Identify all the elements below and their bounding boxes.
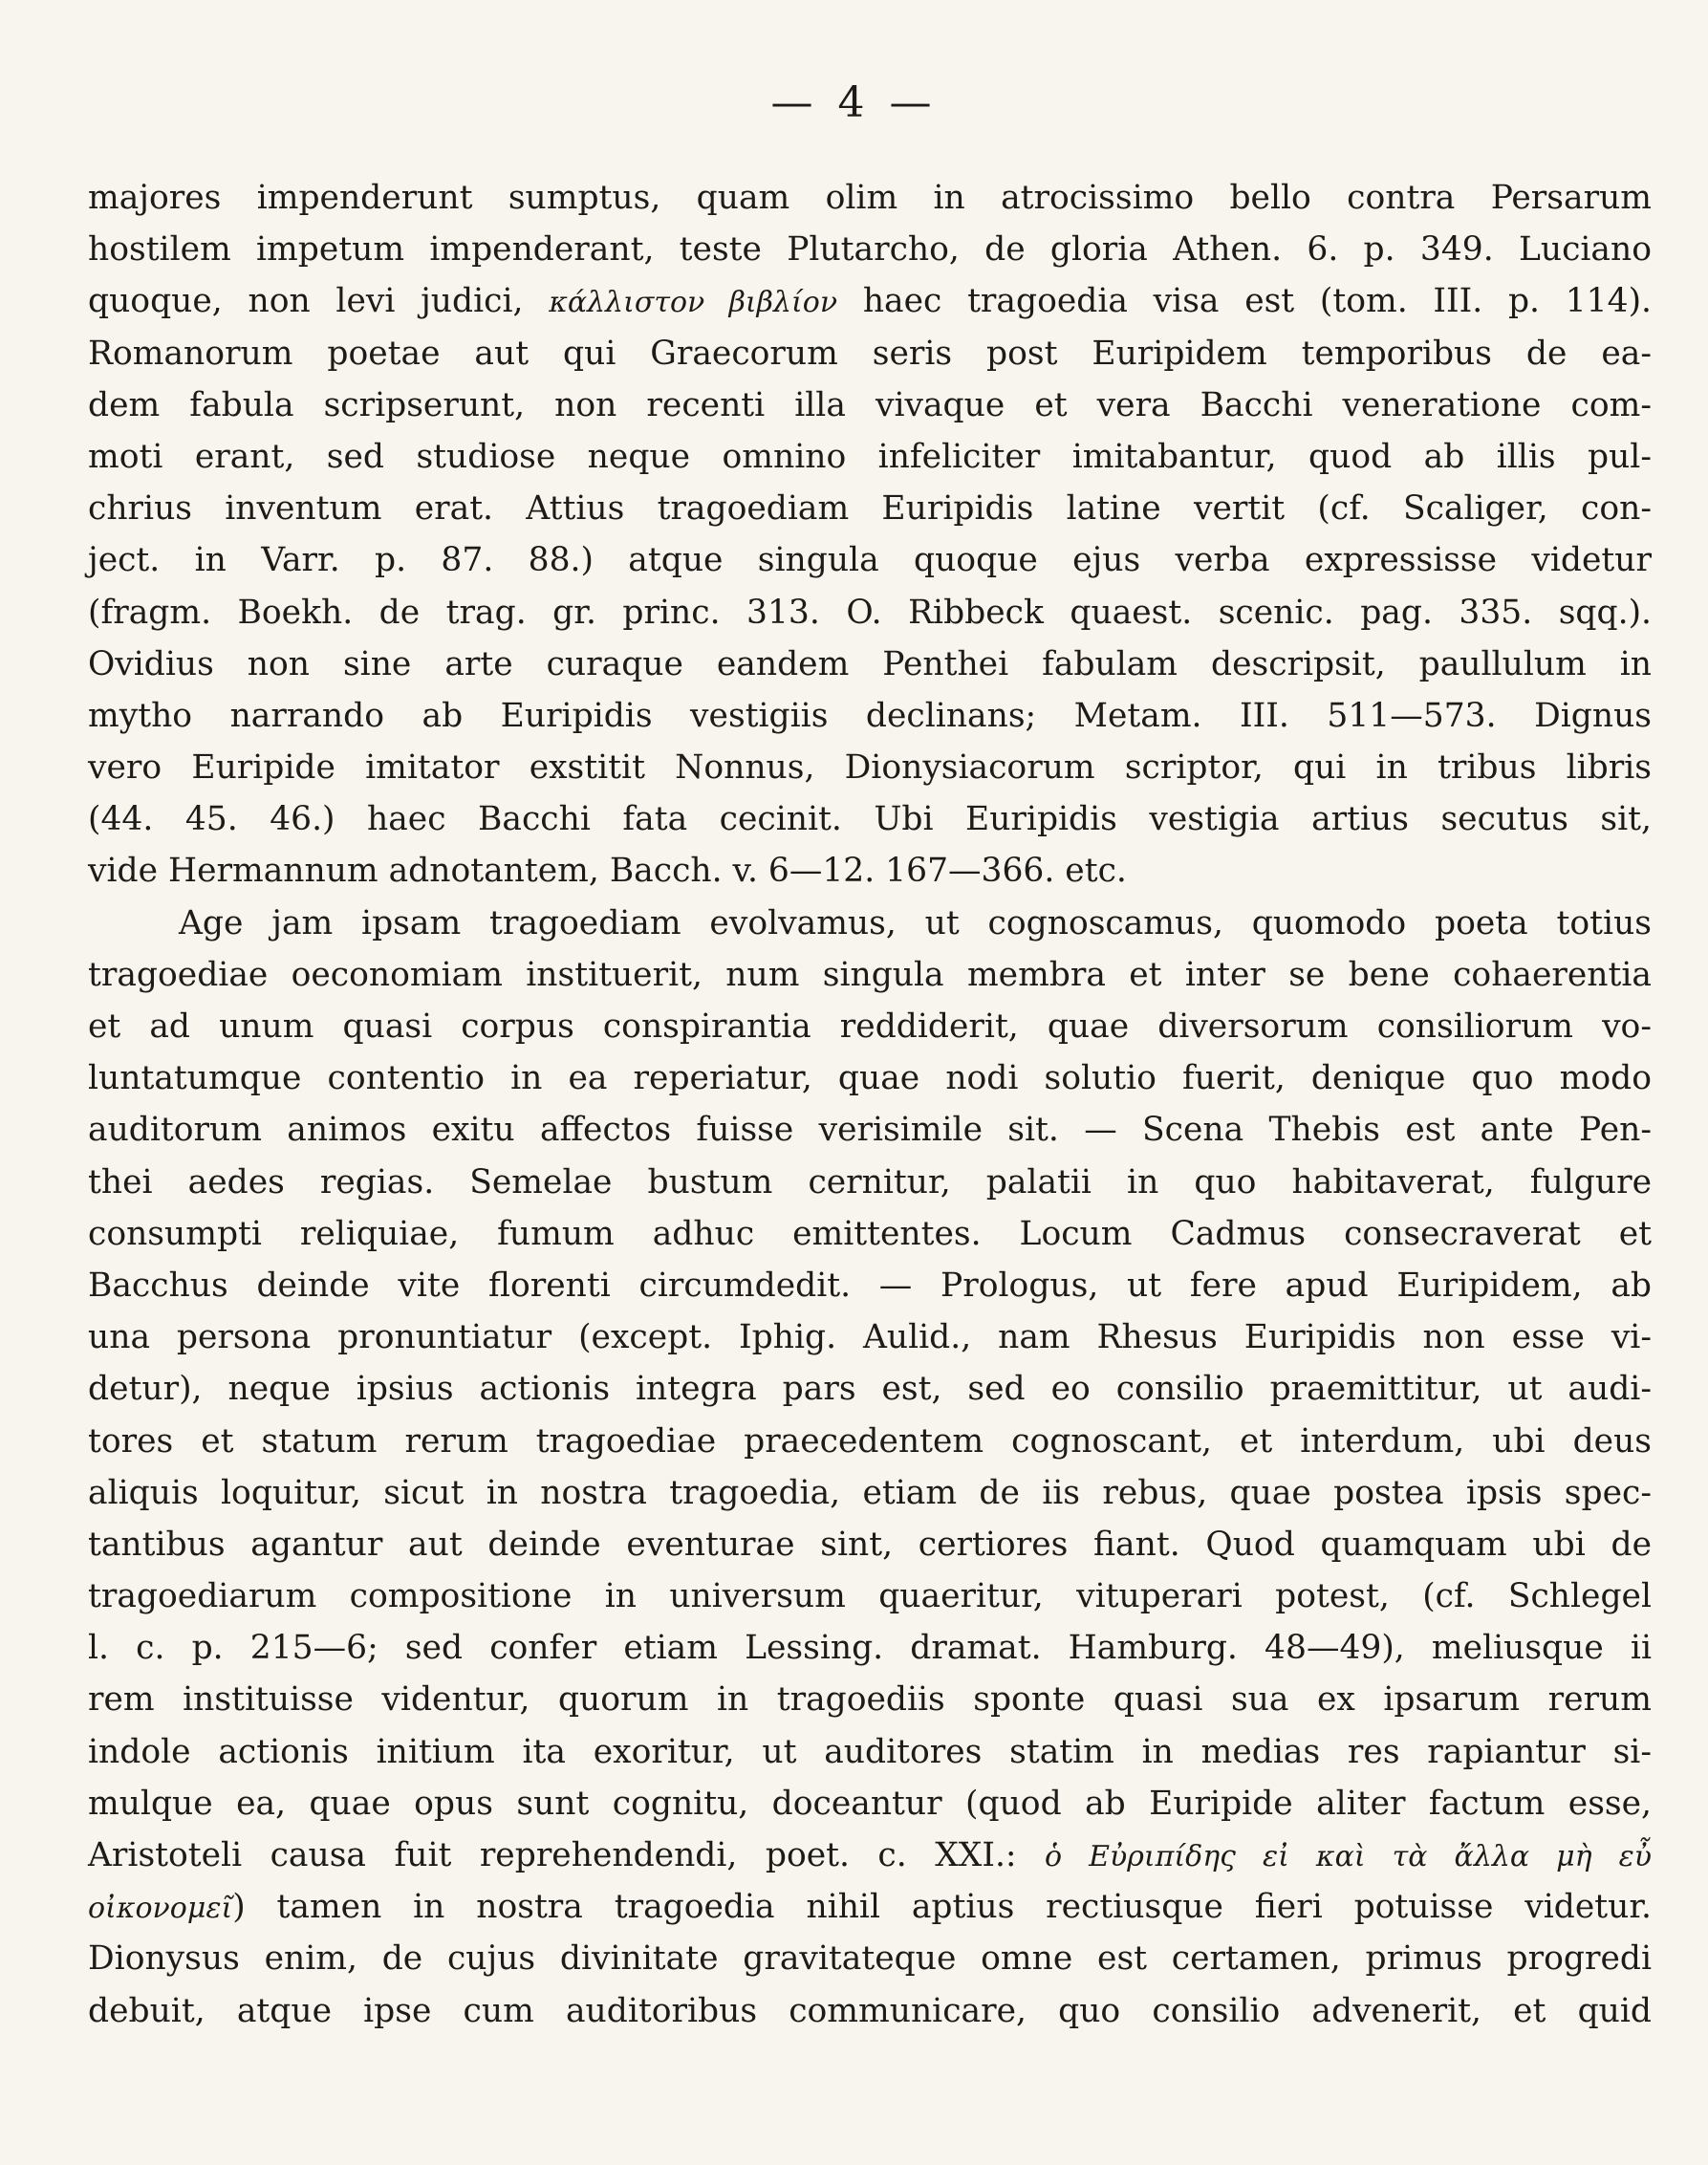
text-line: tores et statum rerum tragoediae praecedentem cognoscant, et interdum, ubi deus: [88, 1421, 1652, 1461]
line-segment: ) tamen in nostra tragoedia nihil aptius rectiusque fieri potuisse videtur.: [232, 1888, 1652, 1927]
text-line: debuit, atque ipse cum auditoribus communicare, quo consilio advenerit, et quid: [88, 1991, 1652, 2030]
text-line: rem instituisse videntur, quorum in tragoediis sponte quasi sua ex ipsarum rerum: [88, 1680, 1652, 1720]
body-text: [88, 172, 1652, 2037]
text-line: thei aedes regias. Semelae bustum cernitur, palatii in quo habitaverat, fulgure: [88, 1162, 1652, 1202]
text-line: moti erant, sed studiose neque omnino infeliciter imitabantur, quod ab illis pul-: [88, 437, 1652, 476]
text-line: chrius inventum erat. Attius tragoediam Euripidis latine vertit (cf. Scaliger, con-: [88, 489, 1652, 529]
text-line: mulque ea, quae opus sunt cognitu, doceantur (quod ab Euripide aliter factum esse,: [88, 1784, 1652, 1823]
text-line: dem fabula scripserunt, non recenti illa vivaque et vera Bacchi veneratione com-: [88, 385, 1652, 424]
text-line: tragoediae oeconomiam instituerit, num singula membra et inter se bene cohaerentia: [88, 955, 1652, 994]
text-line: hostilem impetum impenderant, teste Plutarcho, de gloria Athen. 6. p. 349. Luciano: [88, 230, 1652, 270]
text-line: luntatumque contentio in ea reperiatur, quae nodi solutio fuerit, denique quo modo: [88, 1059, 1652, 1098]
text-line: Dionysus enim, de cujus divinitate gravitateque omne est certamen, primus progredi: [88, 1939, 1652, 1979]
line-segment: haec tragoedia visa est (tom. III. p. 114).: [837, 282, 1653, 321]
text-line: [88, 275, 1652, 327]
text-line: Ovidius non sine arte curaque eandem Penthei fabulam descripsit, paullulum in: [88, 644, 1652, 683]
greek-phrase: ὁ Εὐριπίδης εἰ καὶ τὰ ἄλλα μὴ εὖ: [1045, 1840, 1652, 1873]
text-line: detur), neque ipsius actionis integra pars est, sed eo consilio praemittitur, ut audi-: [88, 1370, 1652, 1409]
text-line: Romanorum poetae aut qui Graecorum seris post Euripidem temporibus de ea-: [88, 334, 1652, 373]
text-line: una persona pronuntiatur (except. Iphig. Aulid., nam Rhesus Euripidis non esse vi-: [88, 1318, 1652, 1357]
greek-phrase: κάλλιστον βιβλίον: [549, 286, 838, 320]
paragraph: [88, 898, 1652, 2037]
text-line: tantibus agantur aut deinde eventurae sint, certiores fiant. Quod quamquam ubi de: [88, 1525, 1652, 1564]
text-line: (44. 45. 46.) haec Bacchi fata cecinit. Ubi Euripidis vestigia artius secutus sit,: [88, 800, 1652, 839]
text-line: (fragm. Boekh. de trag. gr. princ. 313. O. Ribbeck quaest. scenic. pag. 335. sqq.).: [88, 593, 1652, 632]
text-line: tragoediarum compositione in universum quaeritur, vituperari potest, (cf. Schlegel: [88, 1577, 1652, 1616]
text-line: consumpti reliquiae, fumum adhuc emittentes. Locum Cadmus consecraverat et: [88, 1214, 1652, 1253]
text-line: Age jam ipsam tragoediam evolvamus, ut cognoscamus, quomodo poeta totius: [179, 903, 1652, 942]
line-segment: quoque, non levi judici,: [88, 282, 550, 321]
text-line: l. c. p. 215—6; sed confer etiam Lessing. dramat. Hamburg. 48—49), meliusque ii: [88, 1629, 1652, 1668]
text-line: mytho narrando ab Euripidis vestigiis declinans; Metam. III. 511—573. Dignus: [88, 696, 1652, 735]
text-line: ject. in Varr. p. 87. 88.) atque singula quoque ejus verba expressisse videtur: [88, 541, 1652, 580]
text-line: vide Hermannum adnotantem, Bacch. v. 6—12. 167—366. etc.: [88, 852, 1127, 891]
text-line: [88, 1881, 1652, 1933]
line-segment: Aristoteli causa fuit reprehendendi, poet. c. XXI.:: [88, 1836, 1046, 1874]
greek-phrase: οἰκονομεῖ: [88, 1892, 233, 1926]
text-line: aliquis loquitur, sicut in nostra tragoedia, etiam de iis rebus, quae postea ipsis spec-: [88, 1473, 1652, 1512]
text-line: auditorum animos exitu affectos fuisse verisimile sit. — Scena Thebis est ante Pen-: [88, 1111, 1652, 1150]
text-line: et ad unum quasi corpus conspirantia reddiderit, quae diversorum consiliorum vo-: [88, 1007, 1652, 1046]
paragraph: [88, 172, 1652, 898]
text-line: vero Euripide imitator exstitit Nonnus, Dionysiacorum scriptor, qui in tribus libris: [88, 748, 1652, 788]
page-number: — 4 —: [770, 78, 938, 127]
text-line: indole actionis initium ita exoritur, ut auditores statim in medias res rapiantur si-: [88, 1732, 1652, 1771]
text-line: Bacchus deinde vite florenti circumdedit. — Prologus, ut fere apud Euripidem, ab: [88, 1266, 1652, 1305]
text-line: [88, 1829, 1652, 1881]
text-line: majores impenderunt sumptus, quam olim in atrocissimo bello contra Persarum: [88, 179, 1652, 217]
